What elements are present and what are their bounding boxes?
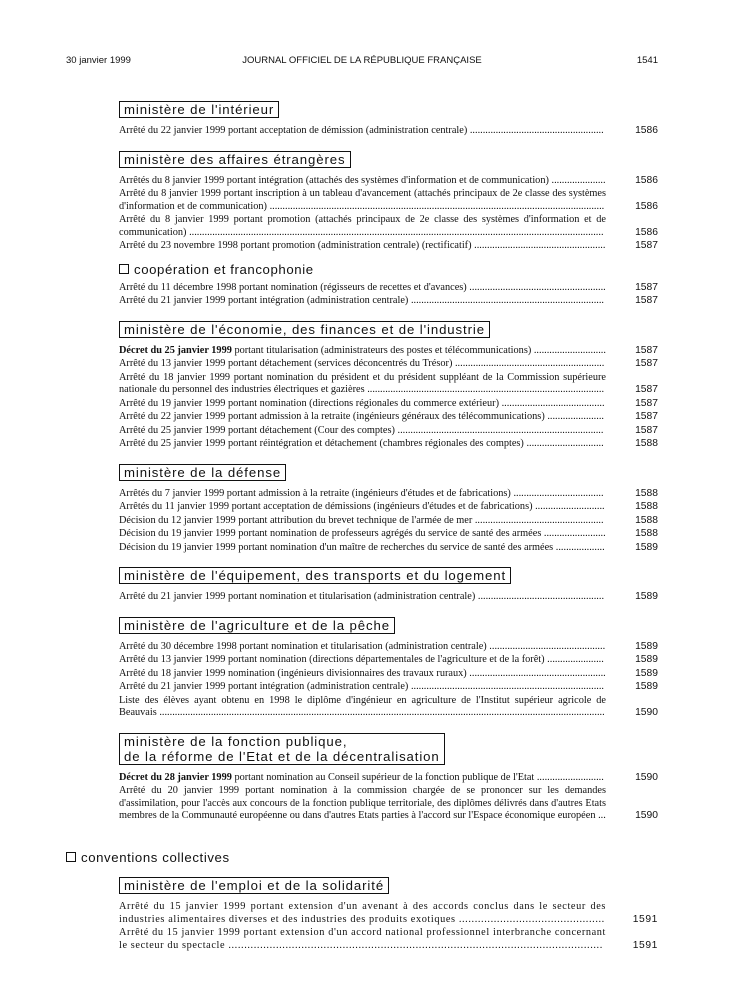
entry-description: Arrêté du 25 janvier 1999 portant détachement (Cour des comptes): [119, 424, 395, 436]
entry-description: Décision du 19 janvier 1999 portant nomination d'un maître de recherches du service de santé des armées: [119, 541, 554, 553]
entry-text: [119, 668, 606, 681]
entry-text: [119, 425, 606, 438]
dot-leader: ......................: [547, 411, 604, 422]
entry-title: [119, 345, 606, 356]
ministry-heading-line: ministère des affaires étrangères: [124, 151, 346, 167]
entry-description: Arrêté du 21 janvier 1999 portant intégration (administration centrale): [119, 295, 409, 306]
entry-text: [119, 240, 606, 253]
entry-description: Arrêté du 15 janvier 1999 portant extension d'un accord national professionnel interbranche concernant le secteur du spectacle: [119, 927, 606, 951]
ministry-heading-wrap: [119, 88, 658, 125]
entry-page-number: 1589: [635, 681, 658, 692]
entry-text: [119, 654, 606, 667]
entry-text: [119, 188, 606, 213]
entry-page-number: 1587: [635, 397, 658, 409]
entry-line: [119, 668, 606, 681]
ministry-heading: [119, 567, 511, 584]
entry-page-number: 1590: [635, 707, 658, 718]
entry-line: [119, 515, 606, 528]
entry-page-number: 1587: [635, 281, 658, 293]
entry-text: [119, 681, 606, 694]
entry-line: [119, 528, 606, 541]
entry-page-number: 1589: [635, 654, 658, 665]
entry-line: [119, 372, 606, 397]
ministry-heading-line: ministère de l'équipement, des transports et du logement: [124, 568, 507, 583]
toc-entry[interactable]: [119, 214, 658, 239]
ministry-heading-line: ministère de la fonction publique,: [124, 733, 348, 749]
ministry-heading-line: ministère de l'emploi et de la solidarité: [124, 878, 385, 893]
entry-description: Arrêtés du 8 janvier 1999 portant intégration (attachés des systèmes d'information et de communication): [119, 174, 549, 186]
entry-title: [119, 515, 604, 526]
entry-title: [119, 668, 606, 679]
dot-leader: .....................: [551, 174, 606, 186]
entry-line: [119, 175, 606, 188]
toc-entry[interactable]: [119, 515, 658, 528]
entry-line: [119, 695, 606, 720]
entry-description: Arrêté du 23 novembre 1998 portant promotion (administration centrale) (rectificatif): [119, 240, 472, 251]
header-date: 30 janvier 1999: [66, 55, 131, 66]
entry-text: [119, 398, 606, 411]
entry-text: [119, 515, 606, 528]
entry-page-number: 1588: [635, 514, 658, 526]
toc-entry[interactable]: [119, 785, 658, 823]
entry-title: [119, 282, 606, 293]
ministry-heading-line: de la réforme de l'Etat et de la décentralisation: [124, 748, 440, 764]
entry-page-number: 1587: [635, 411, 658, 422]
entry-line: [119, 438, 606, 451]
entry-text: [119, 295, 606, 308]
ministry-heading-wrap: [119, 452, 658, 488]
toc-entry[interactable]: [119, 282, 658, 295]
entry-text: [119, 785, 606, 823]
ministry-heading: [119, 321, 490, 338]
ministry-heading-wrap: [119, 309, 658, 345]
entry-text: [119, 695, 606, 720]
entry-text: [119, 214, 606, 239]
entry-text: [119, 282, 606, 295]
entry-page-number: 1589: [635, 667, 658, 679]
table-of-contents: [119, 88, 658, 824]
entry-description: portant nomination au Conseil supérieur de la fonction publique de l'Etat: [231, 771, 535, 783]
entry-description: Arrêté du 8 janvier 1999 portant promotion (attachés principaux de 2e classe des systèmes d'information et de communication): [119, 214, 606, 238]
entry-title: [119, 901, 606, 925]
entry-line: [119, 591, 606, 604]
toc-entry[interactable]: [119, 901, 658, 926]
dot-leader: ......................: [547, 654, 604, 665]
entry-title: [119, 542, 605, 553]
entry-description: Arrêté du 13 janvier 1999 portant nomination (directions départementales de l'agriculture et de la forêt): [119, 654, 545, 665]
entry-page-number: 1588: [635, 438, 658, 449]
ministry-heading-line: ministère de l'agriculture et de la pêche: [124, 617, 390, 633]
toc-entry[interactable]: [119, 542, 658, 555]
toc-entry[interactable]: [119, 125, 658, 138]
entry-title: [119, 695, 606, 719]
ministry-heading: [119, 733, 445, 765]
toc-entry[interactable]: [119, 591, 658, 604]
entry-description: Arrêté du 25 janvier 1999 portant réintégration et détachement (chambres régionales des comptes): [119, 438, 524, 449]
entry-page-number: 1586: [635, 125, 658, 136]
entry-bold-title: Décret du 25 janvier 1999: [119, 344, 232, 356]
entry-title: [119, 654, 604, 665]
entry-line: [119, 772, 606, 785]
entry-line: [119, 488, 606, 501]
dot-leader: ............................: [533, 344, 606, 356]
entry-description: Arrêtés du 7 janvier 1999 portant admission à la retraite (ingénieurs d'études et de fabrications): [119, 487, 511, 499]
dot-leader: ...........................: [535, 501, 605, 512]
toc-entry[interactable]: [119, 668, 658, 681]
entry-page-number: 1588: [635, 528, 658, 539]
entry-title: [119, 214, 606, 238]
entry-page-number: 1588: [635, 487, 658, 499]
ministry-heading: [119, 617, 395, 634]
entry-line: [119, 282, 606, 295]
entry-title: [119, 240, 605, 251]
toc-entry[interactable]: [119, 501, 658, 514]
entry-text: [119, 501, 606, 514]
entry-description: Arrêté du 19 janvier 1999 portant nomination (directions régionales du commerce extérieur): [119, 397, 499, 409]
entry-line: [119, 188, 606, 213]
dot-leader: ............................................................................................: [367, 384, 605, 395]
entry-text: [119, 542, 606, 555]
entry-page-number: 1589: [635, 591, 658, 602]
entry-text: [119, 901, 606, 926]
entry-page-number: 1586: [635, 200, 658, 212]
dot-leader: ..................................................: [474, 514, 604, 526]
dot-leader: .............................................................................................................................................................................: [159, 707, 605, 718]
entry-description: Arrêtés du 11 janvier 1999 portant acceptation de démissions (ingénieurs d'études et de fabrications): [119, 501, 533, 512]
entry-line: [119, 411, 606, 424]
entry-line: [119, 641, 606, 654]
dot-leader: ...................: [555, 541, 605, 553]
ministry-heading: [119, 101, 279, 118]
conventions-block: [66, 850, 658, 953]
entry-page-number: 1590: [635, 810, 658, 821]
entry-text: [119, 591, 606, 604]
entry-page-number: 1587: [635, 358, 658, 369]
entry-description: Arrêté du 8 janvier 1999 portant inscription à un tableau d'avancement (attachés principaux de 2e classe des systèmes d'information et de communication): [119, 188, 606, 212]
entry-title: [119, 438, 604, 449]
dot-leader: ...................................: [513, 487, 604, 499]
dot-leader: .................................................................................................................................................................: [189, 226, 604, 238]
dot-leader: ...................................................: [474, 240, 606, 251]
entry-description: Décision du 12 janvier 1999 portant attribution du brevet technique de l'armée de mer: [119, 514, 473, 526]
entry-text: [119, 345, 606, 358]
entry-line: [119, 214, 606, 239]
ministry-heading-line: ministère de la défense: [124, 464, 282, 480]
entry-line: [119, 125, 606, 138]
toc-entry[interactable]: [119, 372, 658, 397]
entry-text: [119, 372, 606, 397]
dot-leader: ..........................................................: [454, 358, 605, 369]
entry-title: [119, 425, 603, 436]
entry-page-number: 1588: [635, 501, 658, 512]
subsection-heading: [119, 262, 658, 277]
entry-page-number: 1586: [635, 174, 658, 186]
dot-leader: ..................................................................................................................................: [269, 200, 605, 212]
entry-title: [119, 398, 605, 409]
entry-description: Arrêté du 13 janvier 1999 portant détachement (services déconcentrés du Trésor): [119, 358, 453, 369]
ministry-heading: [119, 877, 389, 894]
entry-title: [119, 295, 604, 306]
entry-text: [119, 488, 606, 501]
dot-leader: ........................................: [501, 397, 605, 409]
entry-bold-title: Décret du 28 janvier 1999: [119, 771, 232, 783]
entry-description: Arrêté du 22 janvier 1999 portant acceptation de démission (administration centrale): [119, 125, 468, 136]
dot-leader: ...........................................................................: [410, 681, 605, 692]
toc-entry[interactable]: [119, 295, 658, 308]
dot-leader: ...........................................................................: [410, 295, 605, 306]
ministry-heading: [119, 464, 286, 481]
entry-description: Arrêté du 30 décembre 1998 portant nomination et titularisation (administration centrale): [119, 640, 487, 652]
toc-entry[interactable]: [119, 411, 658, 424]
entry-text: [119, 528, 606, 541]
entry-title: [119, 411, 604, 422]
entry-page-number: 1587: [635, 424, 658, 436]
toc-entry[interactable]: [119, 358, 658, 371]
entry-line: [119, 425, 606, 438]
toc-entry[interactable]: [119, 398, 658, 411]
toc-entry[interactable]: [119, 695, 658, 720]
entry-line: [119, 901, 606, 926]
entry-text: [119, 125, 606, 138]
ministry-heading-line: ministère de l'économie, des finances et de l'industrie: [124, 321, 485, 337]
entry-title: [119, 528, 606, 539]
entry-description: Arrêté du 18 janvier 1999 portant nomination du président et du président suppléant de la Commission supérieure nationale du personnel des industries électriques et gazières: [119, 371, 606, 395]
toc-entry[interactable]: [119, 927, 658, 952]
entry-title: [119, 188, 606, 212]
entry-line: [119, 654, 606, 667]
toc-entry[interactable]: [119, 654, 658, 667]
entry-description: Arrêté du 21 janvier 1999 portant intégration (administration centrale): [119, 681, 409, 692]
dot-leader: .....................................................: [469, 667, 606, 679]
entry-title: [119, 785, 606, 821]
entry-line: [119, 398, 606, 411]
dot-leader: ..............................: [526, 438, 604, 449]
dot-leader: ....................................................: [469, 125, 604, 136]
entry-line: [119, 927, 606, 952]
entry-text: [119, 438, 606, 451]
toc-entry[interactable]: [119, 175, 658, 188]
entry-line: [119, 345, 606, 358]
toc-entry[interactable]: [119, 425, 658, 438]
header-page-number: 1541: [636, 55, 658, 66]
toc-entry[interactable]: [119, 345, 658, 358]
journal-title: JOURNAL OFFICIEL DE LA RÉPUBLIQUE FRANÇAISE: [242, 55, 482, 66]
entry-line: [119, 681, 606, 694]
entry-description: Arrêté du 21 janvier 1999 portant nomination et titularisation (administration centrale): [119, 591, 476, 602]
dot-leader: ................................................................................: [397, 424, 604, 436]
page-header: [66, 55, 658, 69]
entry-description: Arrêté du 15 janvier 1999 portant extension d'un avenant à des accords conclus dans le secteur des industries alimentaires diverses et des industries des produits exotiques: [119, 901, 606, 925]
toc-entry[interactable]: [119, 240, 658, 253]
dot-leader: .....................................................: [469, 281, 606, 293]
entry-title: [119, 501, 605, 512]
ministry-heading: [119, 151, 351, 168]
entry-line: [119, 785, 606, 823]
entry-description: Décision du 19 janvier 1999 portant nomination de professeurs agrégés du service de santé des armées: [119, 528, 542, 539]
entry-line: [119, 358, 606, 371]
entry-description: Arrêté du 18 janvier 1999 nomination (ingénieurs divisionnaires des travaux ruraux): [119, 667, 467, 679]
entry-page-number: 1587: [635, 295, 658, 306]
entry-line: [119, 240, 606, 253]
dot-leader: ..........................: [536, 771, 604, 783]
entry-title: [119, 772, 604, 783]
dot-leader: ..............................................: [458, 913, 605, 925]
ministry-heading-wrap: [119, 555, 658, 591]
checkbox-square-icon: [119, 264, 129, 274]
entry-title: [119, 488, 604, 499]
entry-title: [119, 358, 604, 369]
entry-text: [119, 927, 606, 952]
entry-page-number: 1587: [635, 344, 658, 356]
toc-entry[interactable]: [119, 488, 658, 501]
conventions-title: [66, 850, 658, 865]
ministry-heading-wrap: [119, 139, 658, 175]
entry-text: [119, 411, 606, 424]
dot-leader: ........................: [543, 528, 606, 539]
toc-entry[interactable]: [119, 438, 658, 451]
entry-description: Arrêté du 20 janvier 1999 portant nomination à la commission chargée de se prononcer sur les demandes d'assimilation, pour l'accès aux concours de la fonction publique territoriale, des diplômes délivrés dans d'autres Etats membres de la Communauté européenne ou dans d'autres Etats parties à l'accord sur l'Espace économique européen: [119, 785, 606, 821]
entry-text: [119, 641, 606, 654]
dot-leader: ...: [598, 810, 606, 821]
entry-page-number: 1591: [632, 913, 658, 925]
entry-line: [119, 542, 606, 555]
conventions-entries: [119, 865, 658, 952]
entry-page-number: 1589: [635, 640, 658, 652]
entry-title: [119, 927, 606, 951]
dot-leader: .............................................: [489, 640, 606, 652]
entry-page-number: 1586: [635, 226, 658, 238]
ministry-heading-wrap: [119, 605, 658, 641]
entry-description: portant titularisation (administrateurs des postes et télécommunications): [231, 344, 532, 356]
entry-line: [119, 501, 606, 514]
entry-title: [119, 175, 606, 186]
entry-page-number: 1591: [632, 939, 658, 951]
entry-description: Liste des élèves ayant obtenu en 1998 le diplôme d'ingénieur en agriculture de l'Institut supérieur agricole de Beauvais: [119, 694, 606, 718]
toc-entry[interactable]: [119, 528, 658, 541]
ministry-heading-wrap: [119, 865, 658, 901]
toc-entry[interactable]: [119, 772, 658, 785]
entry-line: [119, 295, 606, 308]
toc-entry[interactable]: [119, 681, 658, 694]
entry-page-number: 1587: [635, 384, 658, 395]
toc-entry[interactable]: [119, 188, 658, 213]
entry-description: Arrêté du 11 décembre 1998 portant nomination (régisseurs de recettes et d'avances): [119, 281, 467, 293]
entry-page-number: 1587: [635, 240, 658, 251]
dot-leader: ......................................................................................................................: [228, 939, 603, 951]
entry-text: [119, 358, 606, 371]
entry-title: [119, 641, 605, 652]
ministry-heading-line: ministère de l'intérieur: [124, 102, 275, 117]
checkbox-square-icon: [66, 852, 76, 862]
entry-title: [119, 681, 604, 692]
toc-entry[interactable]: [119, 641, 658, 654]
conventions-title-text: conventions collectives: [81, 850, 230, 865]
subsection-title: coopération et francophonie: [134, 261, 314, 277]
entry-description: Arrêté du 22 janvier 1999 portant admission à la retraite (ingénieurs généraux des télécommunications): [119, 411, 545, 422]
ministry-heading-wrap: [119, 721, 658, 772]
entry-title: [119, 591, 604, 602]
entry-title: [119, 372, 606, 396]
entry-text: [119, 772, 606, 785]
dot-leader: .................................................: [477, 591, 605, 602]
entry-text: [119, 175, 606, 188]
entry-title: [119, 125, 604, 136]
entry-page-number: 1589: [635, 541, 658, 553]
entry-page-number: 1590: [635, 771, 658, 783]
